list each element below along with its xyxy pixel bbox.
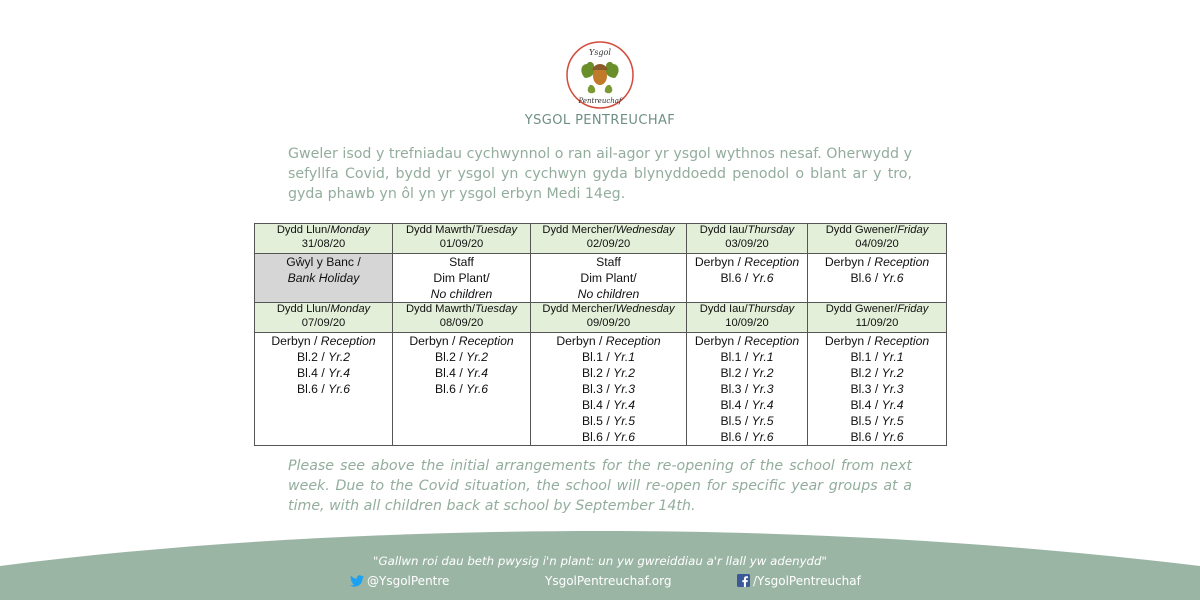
schedule-line (808, 254, 946, 270)
group-welsh: Derbyn / (694, 334, 745, 348)
group-welsh: Bl.6 / (850, 271, 882, 285)
group-english: Yr.6 (751, 430, 774, 444)
day-header-cell (393, 303, 531, 333)
schedule-line (687, 270, 807, 286)
group-welsh: Derbyn / (409, 334, 459, 348)
schedule-line (531, 429, 686, 445)
group-english: Yr.3 (613, 382, 636, 396)
group-english: Bank Holiday (287, 271, 360, 285)
group-welsh: Dim Plant/ (433, 271, 490, 285)
schedule-line (687, 429, 807, 445)
day-header-cell (393, 224, 531, 254)
schedule-line (531, 365, 686, 381)
group-english: Reception (458, 334, 514, 348)
day-name-english: Thursday (747, 224, 795, 236)
svg-text:Pentreuchaf: Pentreuchaf (578, 97, 622, 105)
footer-motto: "Gallwn roi dau beth pwysig i'n plant: un yw gwreiddiau a'r llall yw adenydd" (373, 554, 827, 568)
group-welsh: Derbyn / (271, 334, 321, 348)
day-header-cell (808, 303, 947, 333)
schedule-line (687, 397, 807, 413)
school-logo (565, 40, 635, 110)
group-welsh: Bl.3 / (720, 382, 752, 396)
group-english: No children (577, 287, 640, 301)
schedule-line (393, 270, 530, 286)
schedule-line (255, 381, 392, 397)
group-welsh: Dim Plant/ (580, 271, 637, 285)
group-welsh: Bl.6 / (296, 382, 329, 396)
group-welsh: Bl.4 / (850, 398, 882, 412)
day-date: 02/09/20 (586, 237, 631, 250)
schedule-line (531, 270, 686, 286)
schedule-cell (393, 254, 531, 303)
day-name-english: Monday (330, 224, 371, 236)
day-name-welsh: Dydd Gwener/ (825, 224, 898, 236)
group-english: Yr.3 (881, 382, 904, 396)
schedule-line (808, 270, 946, 286)
day-name-welsh: Dydd Mercher/ (542, 303, 616, 315)
day-name-english: Wednesday (615, 303, 675, 315)
day-date: 04/09/20 (855, 237, 899, 250)
day-date: 08/09/20 (439, 316, 484, 329)
outro-paragraph: Please see above the initial arrangements for the re-opening of the school from next week. Due to the Covid situation, the school will re-open for specific year groups at a time, with all children back at school by September 14th. (288, 458, 912, 514)
group-welsh: Bl.3 / (581, 382, 614, 396)
schedule-line (393, 286, 530, 302)
day-name-english: Thursday (747, 303, 795, 315)
group-welsh: Bl.6 / (434, 382, 467, 396)
schedule-line (255, 270, 392, 286)
schedule-line (531, 286, 686, 302)
group-english: Reception (744, 255, 800, 269)
website-link[interactable] (545, 574, 671, 588)
schedule-line (255, 349, 392, 365)
schedule-cell (255, 254, 393, 303)
day-date: 03/09/20 (725, 237, 769, 250)
schedule-line (531, 349, 686, 365)
schedule-cell (808, 333, 947, 446)
day-date: 31/08/20 (301, 237, 346, 250)
day-date: 11/09/20 (855, 316, 899, 329)
schedule-line (255, 333, 392, 349)
website-text: YsgolPentreuchaf.org (545, 574, 672, 588)
schedule-cell (255, 333, 393, 446)
schedule-cell (808, 254, 947, 303)
group-welsh: Bl.5 / (581, 414, 614, 428)
schedule-line (531, 397, 686, 413)
group-welsh: Bl.1 / (850, 350, 882, 364)
schedule-line (808, 381, 946, 397)
schedule-line (808, 413, 946, 429)
group-english: Yr.1 (613, 350, 636, 364)
schedule-line (687, 381, 807, 397)
group-welsh: Derbyn / (824, 334, 875, 348)
group-english: Yr.5 (613, 414, 636, 428)
schedule-line (687, 254, 807, 270)
group-english: Reception (605, 334, 661, 348)
schedule-line (393, 365, 530, 381)
group-welsh: Bl.6 / (850, 430, 882, 444)
schedule-line (255, 254, 392, 270)
group-welsh: Bl.4 / (434, 366, 467, 380)
day-name-english: Tuesday (474, 224, 518, 236)
group-welsh: Derbyn / (694, 255, 745, 269)
group-english: Yr.3 (751, 382, 774, 396)
day-header-cell (531, 303, 687, 333)
group-welsh: Bl.5 / (720, 414, 752, 428)
day-name-english: Tuesday (474, 303, 518, 315)
schedule-line (808, 397, 946, 413)
facebook-page: /YsgolPentreuchaf (753, 574, 861, 588)
group-english: No children (430, 287, 493, 301)
twitter-link[interactable] (350, 574, 449, 588)
group-welsh: Bl.2 / (581, 366, 614, 380)
day-name-english: Friday (897, 224, 929, 236)
schedule-line (808, 429, 946, 445)
facebook-icon (737, 574, 750, 587)
schedule-cell (393, 333, 531, 446)
day-name-welsh: Dydd Iau/ (699, 224, 748, 236)
schedule-line (687, 333, 807, 349)
group-english: Reception (744, 334, 800, 348)
group-english: Yr.1 (881, 350, 904, 364)
group-english: Yr.2 (751, 366, 774, 380)
group-welsh: Bl.2 / (434, 350, 467, 364)
group-english: Yr.6 (751, 271, 774, 285)
schedule-line (808, 333, 946, 349)
day-header-cell (255, 303, 393, 333)
week1-header-row (255, 224, 947, 254)
schedule-cell (687, 254, 808, 303)
group-welsh: Bl.6 / (720, 271, 752, 285)
group-welsh: Bl.4 / (720, 398, 752, 412)
schedule-line (808, 365, 946, 381)
group-welsh: Bl.3 / (850, 382, 882, 396)
schedule-line (393, 349, 530, 365)
group-english: Yr.2 (466, 350, 489, 364)
day-name-welsh: Dydd Llun/ (276, 303, 331, 315)
schedule-line (531, 413, 686, 429)
facebook-link[interactable] (737, 574, 861, 588)
day-header-cell (687, 224, 808, 254)
schedule-line (687, 365, 807, 381)
schedule-cell (687, 333, 808, 446)
group-welsh: Bl.6 / (720, 430, 752, 444)
day-name-welsh: Dydd Mawrth/ (405, 303, 475, 315)
schedule-line (393, 333, 530, 349)
day-date: 09/09/20 (586, 316, 631, 329)
day-name-welsh: Dydd Llun/ (276, 224, 331, 236)
schedule-line (393, 254, 530, 270)
group-english: Reception (874, 255, 930, 269)
group-english: Reception (874, 334, 930, 348)
group-english: Yr.2 (613, 366, 636, 380)
day-name-welsh: Dydd Gwener/ (825, 303, 898, 315)
schedule-cell (531, 333, 687, 446)
group-english: Yr.2 (328, 350, 351, 364)
day-date: 01/09/20 (439, 237, 484, 250)
schedule-line (531, 254, 686, 270)
group-welsh: Bl.5 / (850, 414, 882, 428)
day-name-english: Monday (330, 303, 371, 315)
schedule-line (808, 349, 946, 365)
svg-text:Ysgol: Ysgol (589, 48, 611, 57)
group-english: Yr.4 (328, 366, 351, 380)
day-name-english: Friday (897, 303, 929, 315)
day-name-welsh: Dydd Iau/ (699, 303, 748, 315)
twitter-icon (350, 575, 364, 587)
schedule-line (687, 413, 807, 429)
group-english: Yr.4 (751, 398, 774, 412)
day-date: 07/09/20 (301, 316, 346, 329)
twitter-handle: @YsgolPentre (367, 574, 450, 588)
day-header-cell (808, 224, 947, 254)
group-welsh: Staff (596, 255, 621, 269)
day-name-welsh: Dydd Mercher/ (542, 224, 616, 236)
school-name: YSGOL PENTREUCHAF (524, 113, 676, 128)
day-name-english: Wednesday (615, 224, 675, 236)
day-name-welsh: Dydd Mawrth/ (405, 224, 475, 236)
group-english: Reception (320, 334, 376, 348)
group-english: Yr.6 (328, 382, 351, 396)
day-date: 10/09/20 (725, 316, 769, 329)
group-english: Yr.1 (751, 350, 774, 364)
group-english: Yr.2 (881, 366, 904, 380)
group-welsh: Derbyn / (556, 334, 606, 348)
group-welsh: Bl.4 / (581, 398, 614, 412)
schedule-line (393, 381, 530, 397)
group-english: Yr.5 (751, 414, 774, 428)
group-welsh: Bl.2 / (720, 366, 752, 380)
group-welsh: Gŵyl y Banc / (286, 255, 361, 269)
group-english: Yr.6 (466, 382, 489, 396)
group-english: Yr.6 (881, 271, 904, 285)
group-welsh: Derbyn / (824, 255, 875, 269)
week1-body-row (255, 254, 947, 303)
schedule-line (531, 333, 686, 349)
day-header-cell (531, 224, 687, 254)
schedule-line (687, 349, 807, 365)
group-welsh: Bl.4 / (296, 366, 329, 380)
group-welsh: Bl.1 / (720, 350, 752, 364)
group-english: Yr.4 (613, 398, 636, 412)
group-english: Yr.6 (613, 430, 636, 444)
schedule-line (531, 381, 686, 397)
schedule-line (255, 365, 392, 381)
week2-body-row (255, 333, 947, 446)
day-header-cell (255, 224, 393, 254)
intro-paragraph: Gweler isod y trefniadau cychwynnol o ran ail-agor yr ysgol wythnos nesaf. Oherwydd y sefyllfa Covid, bydd yr ysgol yn cychwyn gyda blynyddoedd penodol o blant ar y tro, gyda phawb yn ôl yn yr ysgol erbyn Medi 14eg. (288, 146, 912, 202)
group-welsh: Staff (449, 255, 474, 269)
group-welsh: Bl.2 / (850, 366, 882, 380)
schedule-cell (531, 254, 687, 303)
day-header-cell (687, 303, 808, 333)
schedule-table (254, 223, 947, 446)
group-english: Yr.5 (881, 414, 904, 428)
group-english: Yr.4 (881, 398, 904, 412)
group-welsh: Bl.1 / (581, 350, 614, 364)
week2-header-row (255, 303, 947, 333)
group-english: Yr.4 (466, 366, 489, 380)
group-english: Yr.6 (881, 430, 904, 444)
group-welsh: Bl.2 / (296, 350, 329, 364)
group-welsh: Bl.6 / (581, 430, 614, 444)
